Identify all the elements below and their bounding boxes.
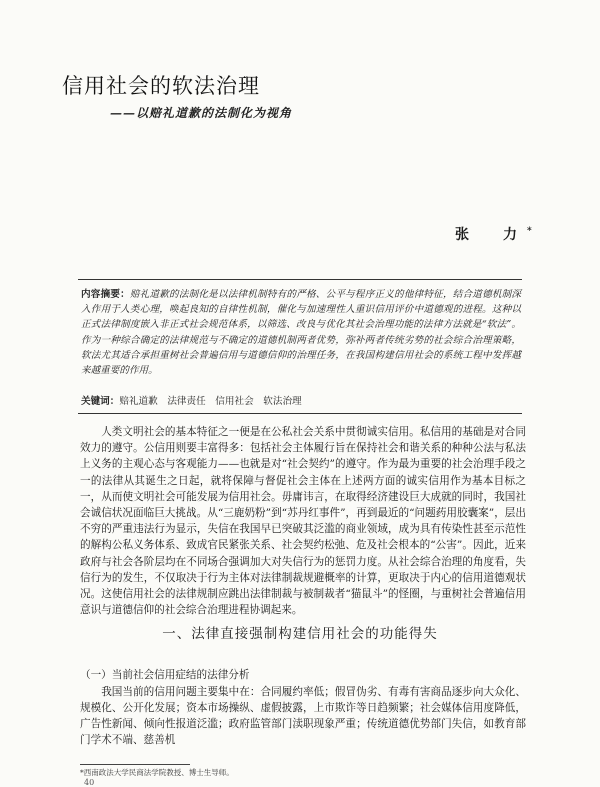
body-paragraph: 我国当前的信用问题主要集中在：合同履约率低；假冒伪劣、有毒有害商品逐步向大众化、规模化、公开化发展；资本市场操纵、虚假披露，上市欺诈等日趋频繁；社会媒体信用度降低，广告性新闻、倾向性报道泛滥；政府监管部门渎职现象严重；传统道德优势部门失信，如教育部门学术不端、慈善机: [80, 686, 526, 746]
paper-subtitle: ——以赔礼道歉的法制化为视角: [110, 106, 293, 120]
author-text: 张 力: [455, 227, 527, 243]
author-name: [455, 224, 532, 244]
abstract-top-rule: [78, 279, 522, 280]
footnote: *西南政法大学民商法学院教授、博士生导师。: [80, 768, 234, 777]
abstract-label: 内容摘要：: [81, 289, 130, 300]
keywords: [81, 394, 521, 409]
keywords-label: 关键词：: [81, 396, 120, 407]
author-footnote-mark: *: [527, 226, 532, 237]
footnote-rule: [80, 764, 190, 765]
keywords-text: 赔礼道歉 法律责任 信用社会 软法治理: [119, 396, 302, 407]
section-heading: 一、法律直接强制构建信用社会的功能得失: [162, 626, 438, 642]
page-number: 40: [84, 778, 95, 787]
paper-title: 信用社会的软法治理: [62, 74, 260, 98]
abstract: [81, 287, 521, 378]
abstract-bottom-rule: [78, 413, 522, 414]
body-paragraph: 人类文明社会的基本特征之一便是在公私社会关系中贯彻诚实信用。私信用的基础是对合同效力的遵守。公信用则要丰富得多：包括社会主体履行旨在保持社会和谐关系的种种公法与私法上义务的主观心态与客观能力——也就是对“社会契约”的遵守。作为最为重要的社会治理手段之一的法律从其诞生之日起，就将保障与督促社会主体在上述两方面的诚实信用作为基本目标之一，从而使文明社会可能发展为信用社会。毋庸讳言，在取得经济建设巨大成就的同时，我国社会诚信状况面临巨大挑战。从“三鹿奶粉”到“苏丹红事件”，再到最近的“问题药用胶囊案”，层出不穷的严重违法行为显示，失信在我国早已突破其泛滥的商业领域，成为具有传染性甚至示范性的解构公私义务体系、致成官民紧张关系、社会契约松弛、危及社会根本的“公害”。因此，近来政府与社会各阶层均在不同场合强调加大对失信行为的惩罚力度。从社会综合治理的角度看，失信行为的发生，不仅取决于行为主体对法律制裁规避概率的计算，更取决于内心的信用道德观状况。这使信用社会的法律规制应跳出法律制裁与被制裁者“猫鼠斗”的怪圈，与重树社会普遍信用意识与道德信仰的社会综合治理进程协调起来。: [80, 426, 526, 617]
subsection-heading: （一）当前社会信用症结的法律分析: [80, 669, 250, 681]
abstract-text: 赔礼道歉的法制化是以法律机制特有的严格、公平与程序正义的他律特征，结合道德机制深入作用于人类心理，唤起良知的自律性机制，催化与加速理性人重识信用评价中道德观的进程。这种以正式法律制度嵌入非正式社会规范体系，以筛选、改良与优化其社会治理功能的法律方法就是“软法”。作为一种综合确定的法律规范与不确定的道德机制两者优势，弥补两者传统劣势的社会综合治理策略，软法尤其适合承担重树社会普遍信用与道德信仰的治理任务，在我国构建信用社会的系统工程中发挥越来越重要的作用。: [81, 289, 522, 377]
